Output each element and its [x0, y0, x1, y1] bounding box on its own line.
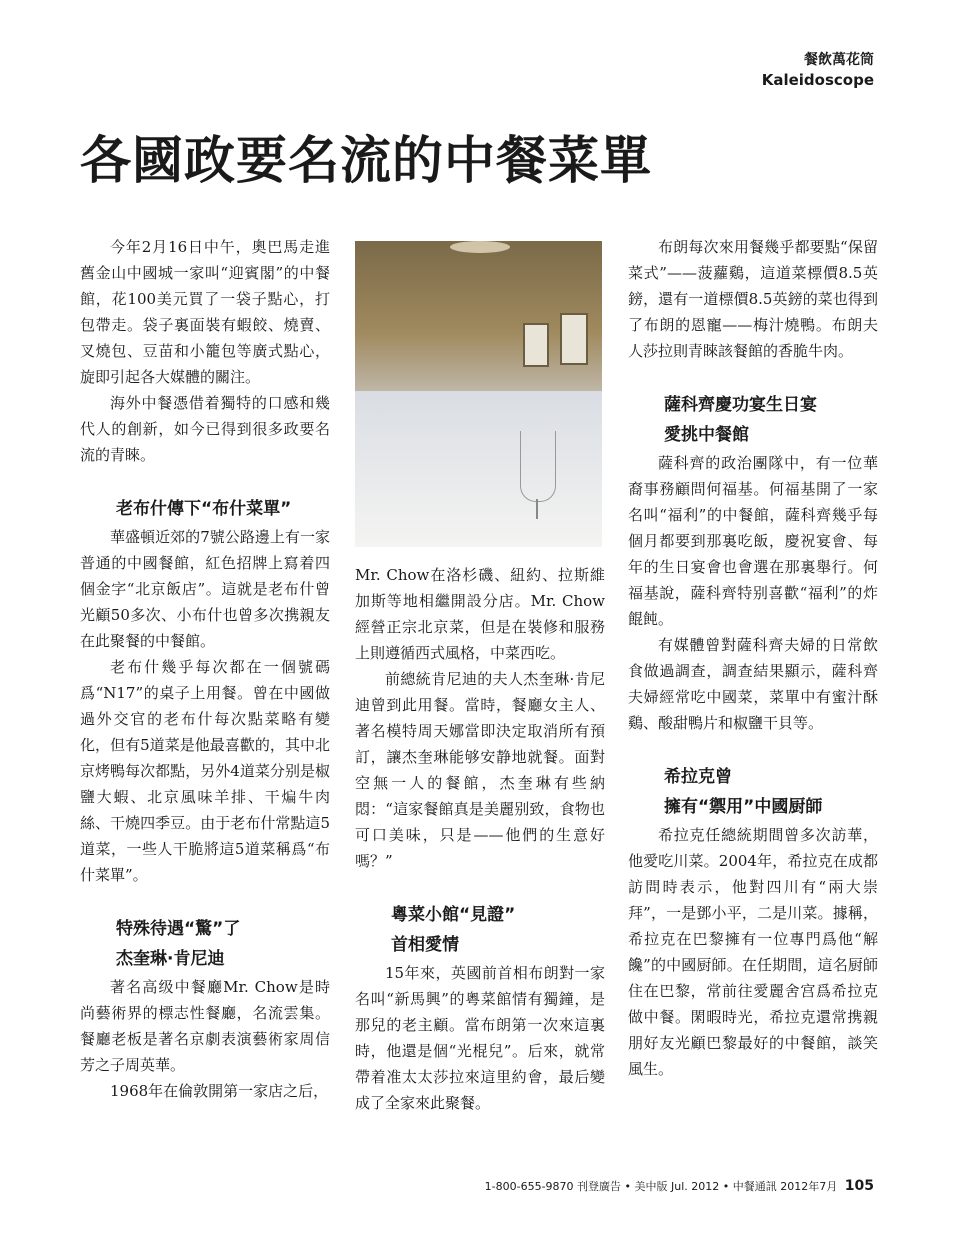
paragraph: 布朗每次來用餐幾乎都要點“保留菜式”——菠蘿鷄，這道菜標價8.5英鎊，還有一道標價8.5英鎊的菜也得到了布朗的恩寵——梅汁燒鴨。布朗夫人莎拉則青睞該餐館的香脆牛肉。 [628, 238, 878, 360]
section-name-cn: 餐飲萬花筒 [804, 52, 874, 68]
column-3 [628, 234, 878, 1082]
column-1 [80, 234, 330, 1104]
subheading: 愛挑中餐館 [664, 425, 749, 445]
paragraph: 今年2月16日中午，奧巴馬走進舊金山中國城一家叫“迎賓閣”的中餐館，花100美元買了一袋子點心，打包帶走。袋子裏面裝有蝦餃、燒賣、叉燒包、豆苗和小籠包等廣式點心，旋即引起各大媒體的關注。 [80, 238, 330, 386]
subheading: 特殊待遇“驚”了 [116, 919, 241, 939]
paragraph: 老布什幾乎每次都在一個號碼爲“N17”的桌子上用餐。曾在中國做過外交官的老布什每次點菜略有變化，但有5道菜是他最喜歡的，其中北京烤鴨每次都點，另外4道菜分别是椒鹽大蝦、北京風味羊排、干煸牛肉絲、干燒四季豆。由于老布什常點這5道菜，一些人干脆將這5道菜稱爲“布什菜單”。 [80, 658, 330, 884]
paragraph: 希拉克任總統期間曾多次訪華，他愛吃川菜。2004年，希拉克在成都訪問時表示，他對四川有“兩大崇拜”，一是鄧小平，二是川菜。據稱，希拉克在巴黎擁有一位專門爲他“解饞”的中國厨師。在任期間，這名厨師住在巴黎，常前往愛麗舍宫爲希拉克做中餐。閑暇時光，希拉克還常携親朋好友光顧巴黎最好的中餐館，談笑風生。 [628, 826, 878, 1078]
subheading: 老布什傳下“布什菜單” [116, 499, 292, 519]
article-title: 各國政要名流的中餐菜單 [80, 131, 653, 191]
subheading: 薩科齊慶功宴生日宴 [664, 395, 817, 415]
paragraph: 1968年在倫敦開第一家店之后， [110, 1082, 329, 1100]
paragraph: 著名高级中餐廳Mr. Chow是時尚藝術界的標志性餐廳，名流雲集。餐廳老板是著名京劇表演藝術家周信芳之子周英華。 [80, 978, 330, 1074]
section-header [762, 50, 874, 90]
paragraph: 前總統肯尼迪的夫人杰奎琳·肯尼迪曾到此用餐。當時，餐廳女主人、著名模特周天娜當即決定取消所有預訂，讓杰奎琳能够安静地就餐。面對空無一人的餐館，杰奎琳有些納悶：“這家餐館真是美麗别致，食物也可口美味，只是——他們的生意好嗎？” [355, 670, 605, 870]
paragraph: 15年來，英國前首相布朗對一家名叫“新馬興”的粵菜館情有獨鐘，是那兒的老主顧。當布朗第一次來這裏時，他還是個“光棍兒”。后來，就常帶着准太太莎拉來這里約會，最后變成了全家來此聚餐。 [355, 964, 605, 1112]
footer-text: 1-800-655-9870 刊登廣告 • 美中版 Jul. 2012 • 中餐通訊 2012年7月 [484, 1180, 838, 1193]
subheading: 希拉克曾 [664, 767, 732, 787]
column-2 [355, 562, 605, 1116]
subheading: 首相愛情 [391, 935, 459, 955]
subheading: 粵菜小館“見證” [391, 905, 516, 925]
paragraph: 海外中餐憑借着獨特的口感和幾代人的創新，如今已得到很多政要名流的青睞。 [80, 394, 330, 464]
page-footer [485, 1176, 874, 1197]
subheading: 杰奎琳·肯尼迪 [116, 949, 225, 969]
paragraph: 薩科齊的政治團隊中，有一位華裔事務顧問何福基。何福基開了一家名叫“福利”的中餐館，薩科齊幾乎每個月都要到那裏吃飯，慶祝宴會、每年的生日宴會也會選在那裏舉行。何福基說，薩科齊特别喜歡“福利”的炸餛飩。 [628, 454, 878, 628]
subheading: 擁有“禦用”中國厨師 [664, 797, 823, 817]
page-number: 105 [844, 1178, 874, 1194]
paragraph: Mr. Chow在洛杉磯、紐約、拉斯維加斯等地相繼開設分店。Mr. Chow經營正宗北京菜，但是在裝修和服務上則遵循西式風格，中菜西吃。 [355, 566, 605, 662]
section-name-en: Kaleidoscope [761, 71, 874, 89]
paragraph: 華盛頓近郊的7號公路邊上有一家普通的中國餐館，紅色招牌上寫着四個金字“北京飯店”。這就是老布什曾光顧50多次、小布什也曾多次携親友在此聚餐的中餐館。 [80, 528, 330, 650]
restaurant-photo [355, 241, 602, 547]
paragraph: 有媒體曾對薩科齊夫婦的日常飲食做過調查，調查結果顯示，薩科齊夫婦經常吃中國菜，菜單中有蜜汁酥鷄、酸甜鴨片和椒鹽干貝等。 [628, 636, 878, 732]
